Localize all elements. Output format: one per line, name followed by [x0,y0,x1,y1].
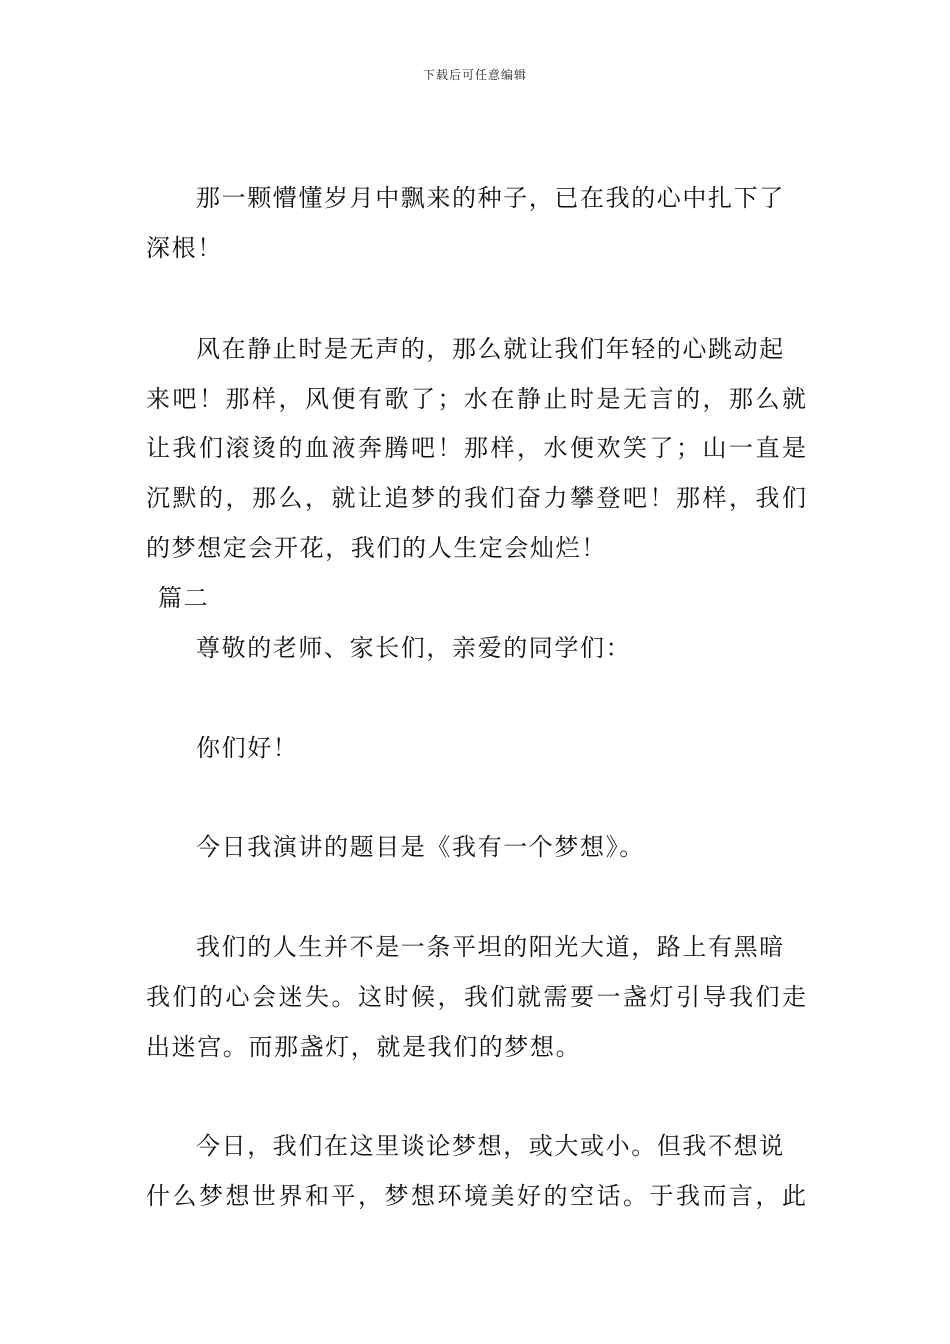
greeting-line: 尊敬的老师、家长们，亲爱的同学们： [196,634,632,662]
paragraph-2-line-5: 的梦想定会开花，我们的人生定会灿烂！ [146,534,607,562]
paragraph-2-line-4: 沉默的，那么，就让追梦的我们奋力攀登吧！那样，我们 [146,484,806,512]
section-heading: 篇二 [158,584,210,612]
paragraph-4-line-2: 什么梦想世界和平，梦想环境美好的空话。于我而言，此 [146,1182,806,1210]
topic-line: 今日我演讲的题目是《我有一个梦想》。 [196,833,645,861]
paragraph-3-line-3: 出迷宫。而那盏灯，就是我们的梦想。 [146,1033,582,1061]
hello-line: 你们好！ [196,734,299,762]
paragraph-1-line-2: 深根！ [146,234,223,262]
paragraph-4-line-1: 今日，我们在这里谈论梦想，或大或小。但我不想说 [196,1132,785,1160]
paragraph-2-line-1: 风在静止时是无声的，那么就让我们年轻的心跳动起 [196,335,785,363]
paragraph-2-line-3: 让我们滚烫的血液奔腾吧！那样，水便欢笑了；山一直是 [146,434,806,462]
paragraph-3-line-1: 我们的人生并不是一条平坦的阳光大道，路上有黑暗 [196,933,785,961]
paragraph-1-line-1: 那一颗懵懂岁月中飘来的种子，已在我的心中扎下了 [196,184,785,212]
paragraph-3-line-2: 我们的心会迷失。这时候，我们就需要一盏灯引导我们走 [146,983,806,1011]
page-header: 下载后可任意编辑 [422,68,527,82]
paragraph-2-line-2: 来吧！那样，风便有歌了；水在静止时是无言的，那么就 [146,385,806,413]
